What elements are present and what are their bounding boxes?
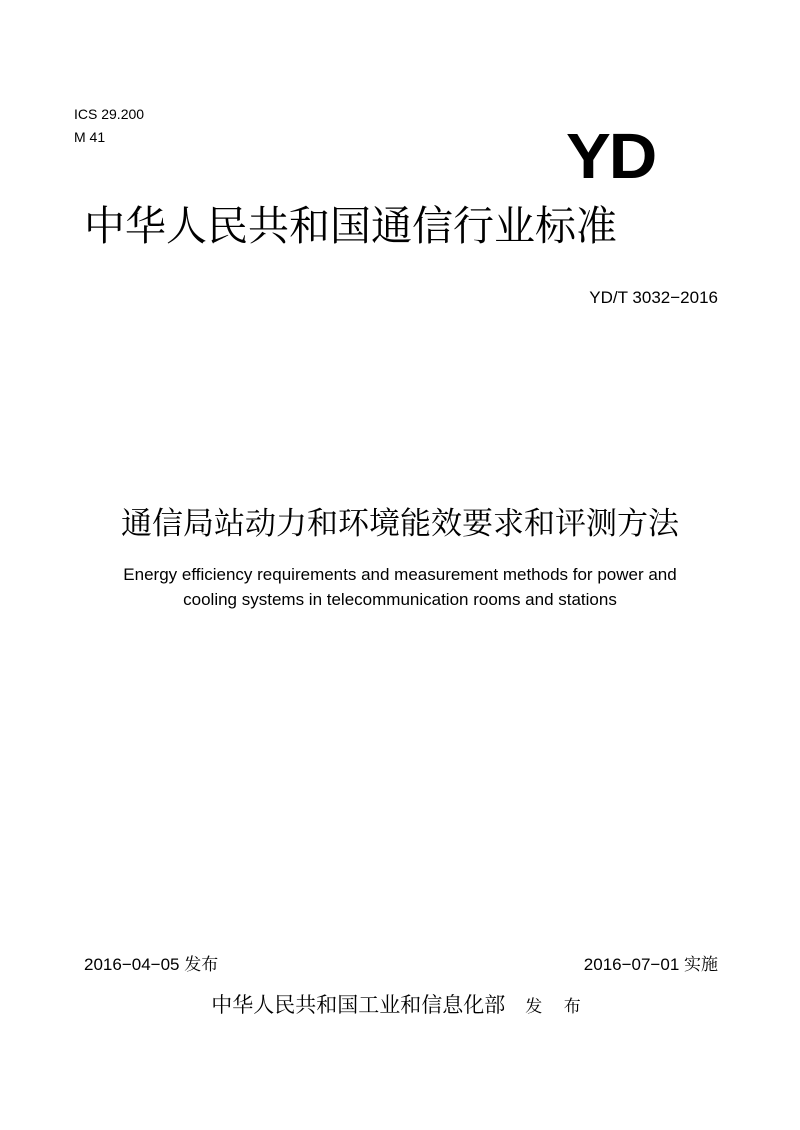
ccs-code: M 41 <box>74 129 106 145</box>
standard-logo: YD <box>566 120 656 192</box>
issue-date: 2016−04−05 发布 <box>84 955 219 974</box>
document-title-english <box>0 562 800 612</box>
issuer-name: 中华人民共和国工业和信息化部 <box>211 993 506 1017</box>
english-title-line-1: Energy efficiency requirements and measurement methods for power and <box>123 565 677 584</box>
english-title-line-2: cooling systems in telecommunication rooms and stations <box>183 590 617 609</box>
standard-number: YD/T 3032−2016 <box>589 288 718 307</box>
organization-title: 中华人民共和国通信行业标准 <box>84 202 617 250</box>
issuing-authority <box>0 991 800 1021</box>
ics-code: ICS 29.200 <box>74 106 145 122</box>
issued-label: 发 布 <box>525 997 589 1017</box>
implementation-date: 2016−07−01 实施 <box>583 955 718 974</box>
document-title-chinese: 通信局站动力和环境能效要求和评测方法 <box>121 506 679 542</box>
